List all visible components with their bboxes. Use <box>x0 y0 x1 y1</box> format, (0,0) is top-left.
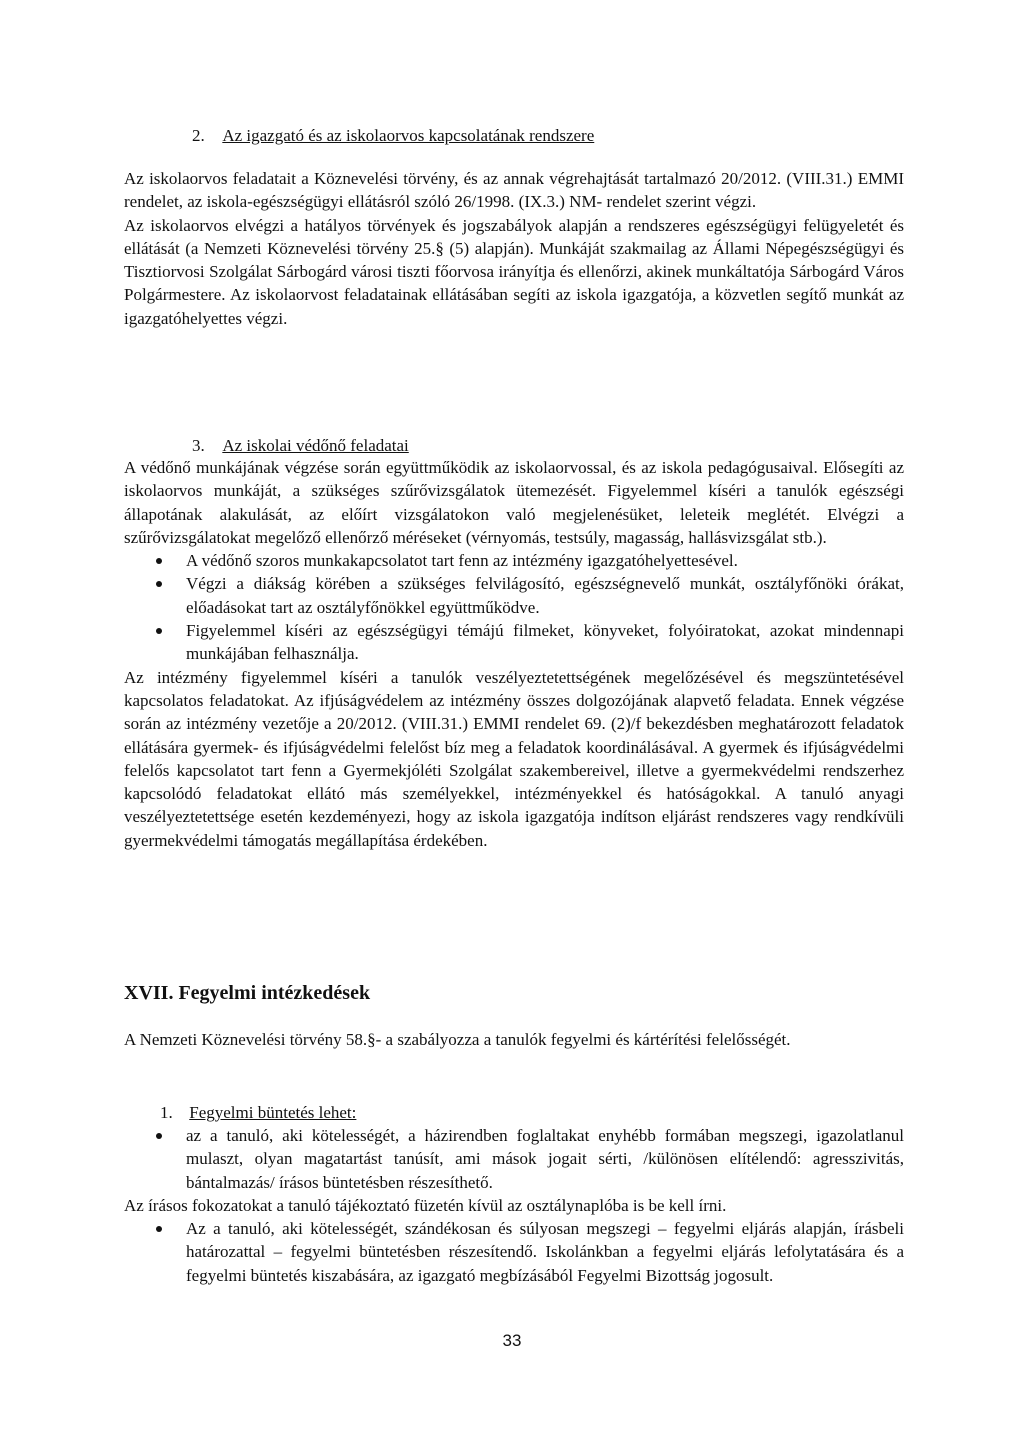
section-3-paragraph-2: Az intézmény figyelemmel kíséri a tanulók veszélyeztetettségének megelőzésével és megszüntetésével kapcsolatos feladatokat. Az ifjúságvédelem az intézmény összes dolgozójának alapvető feladata. Ennek végzése során az intézmény vezetője a 20/2012. (VIII.31.) EMMI rendelet 69. (2)/f bekezdésben meghatározott feladatok ellátására gyermek- és ifjúságvédelmi felelőst bíz meg a feladatok koordinálásával. A gyermek és ifjúságvédelmi felelős kapcsolatot tart fenn a Gyermekjóléti Szolgálat szakembereivel, illetve a gyermekvédelmi rendszerhez kapcsolódó feladatokat ellátó más személyekkel, intézményekkel és hatóságokkal. A tanuló anyagi veszélyeztetettsége esetén kezdeményezi, hogy az iskola igazgatója indítson eljárást rendszeres vagy rendkívüli gyermekvédelmi támogatás megállapítása érdekében. <box>124 667 904 850</box>
page-number: 33 <box>502 1331 522 1350</box>
section-3-number: 3. <box>192 436 205 455</box>
subsection-1-title: Fegyelmi büntetés lehet: <box>189 1103 357 1122</box>
section-3-title: Az iskolai védőnő feladatai <box>222 436 409 455</box>
section-2-heading <box>192 124 594 147</box>
list-item: Végzi a diákság körében a szükséges felvilágosító, egészségnevelő munkát, osztályfőnöki órákat, előadásokat tart az osztályfőnökkel együttműködve. <box>124 572 904 619</box>
section-17-bullet-list-1 <box>124 1124 904 1194</box>
section-3-paragraph-1: A védőnő munkájának végzése során együttműködik az iskolaorvossal, és az iskola pedagógusaival. Elősegíti az iskolaorvos munkáját, a szükséges szűrővizsgálatok ütemezését. Figyelemmel kíséri a tanulók egészségi állapotának alakulását, az előírt vizsgálatokon való megjelenésüket, leleteik meglétét. Elvégzi a szűrővizsgálatokat megelőző ellenőrző méréseket (vérnyomás, testsúly, magasság, hallásvizsgálat stb.). <box>124 458 904 547</box>
section-17-title: XVII. Fegyelmi intézkedések <box>124 982 371 1004</box>
section-2-paragraph-1: Az iskolaorvos feladatait a Köznevelési törvény, és az annak végrehajtását tartalmazó 20/2012. (VIII.31.) EMMI rendelet, az iskola-egészségügyi ellátásról szóló 26/1998. (IX.3.) NM- rendelet szerint végzi. <box>124 169 904 212</box>
subsection-1-heading <box>160 1101 356 1124</box>
bullet-icon <box>156 628 162 634</box>
bullet-icon <box>156 581 162 587</box>
subsection-1-number: 1. <box>160 1103 173 1122</box>
section-17-paragraph-2: Az írásos fokozatokat a tanuló tájékoztató füzetén kívül az osztálynaplóba is be kell írni. <box>124 1195 727 1215</box>
section-2-number: 2. <box>192 126 205 145</box>
section-3-bullet-list <box>124 549 904 665</box>
list-item: Az a tanuló, aki kötelességét, szándékosan és súlyosan megszegi – fegyelmi eljárás alapján, írásbeli határozattal – fegyelmi büntetésben részesítendő. Iskolánkban a fegyelmi eljárás lefolytatására és a fegyelmi büntetés kiszabására, az igazgató megbízásából Fegyelmi Bizottság jogosult. <box>124 1217 904 1287</box>
list-item: A védőnő szoros munkakapcsolatot tart fenn az intézmény igazgatóhelyettesével. <box>124 549 904 572</box>
section-3-heading <box>192 434 409 457</box>
list-item: Figyelemmel kíséri az egészségügyi témájú filmeket, könyveket, folyóiratokat, azokat mindennapi munkájában felhasználja. <box>124 619 904 666</box>
section-2-paragraph-2: Az iskolaorvos elvégzi a hatályos törvények és jogszabályok alapján a rendszeres egészségügyi felügyeletét és ellátását (a Nemzeti Köznevelési törvény 25.§ (5) alapján). Munkáját szakmailag az Állami Népegészségügyi és Tisztiorvosi Szolgálat Sárbogárd városi tiszti főorvosa irányítja és ellenőrzi, akinek munkáltatója Sárbogárd Város Polgármestere. Az iskolaorvost feladatainak ellátásában segíti az iskola igazgatója, a közvetlen segítő munkát az igazgatóhelyettes végzi. <box>124 215 904 328</box>
section-2-title: Az igazgató és az iskolaorvos kapcsolatának rendszere <box>222 126 595 145</box>
section-17-bullet-list-2 <box>124 1217 904 1287</box>
bullet-icon <box>156 1226 162 1232</box>
bullet-icon <box>156 558 162 564</box>
bullet-icon <box>156 1133 162 1139</box>
list-item: az a tanuló, aki kötelességét, a házirendben foglaltakat enyhébb formában megszegi, igazolatlanul mulaszt, olyan magatartást tanúsít, ami mások jogait sérti, /különösen elítélendő: agresszivitás, bántalmazás/ írásos büntetésben részesíthető. <box>124 1124 904 1194</box>
section-17-paragraph-1: A Nemzeti Köznevelési törvény 58.§- a szabályozza a tanulók fegyelmi és kártérítési felelősségét. <box>124 1030 791 1049</box>
